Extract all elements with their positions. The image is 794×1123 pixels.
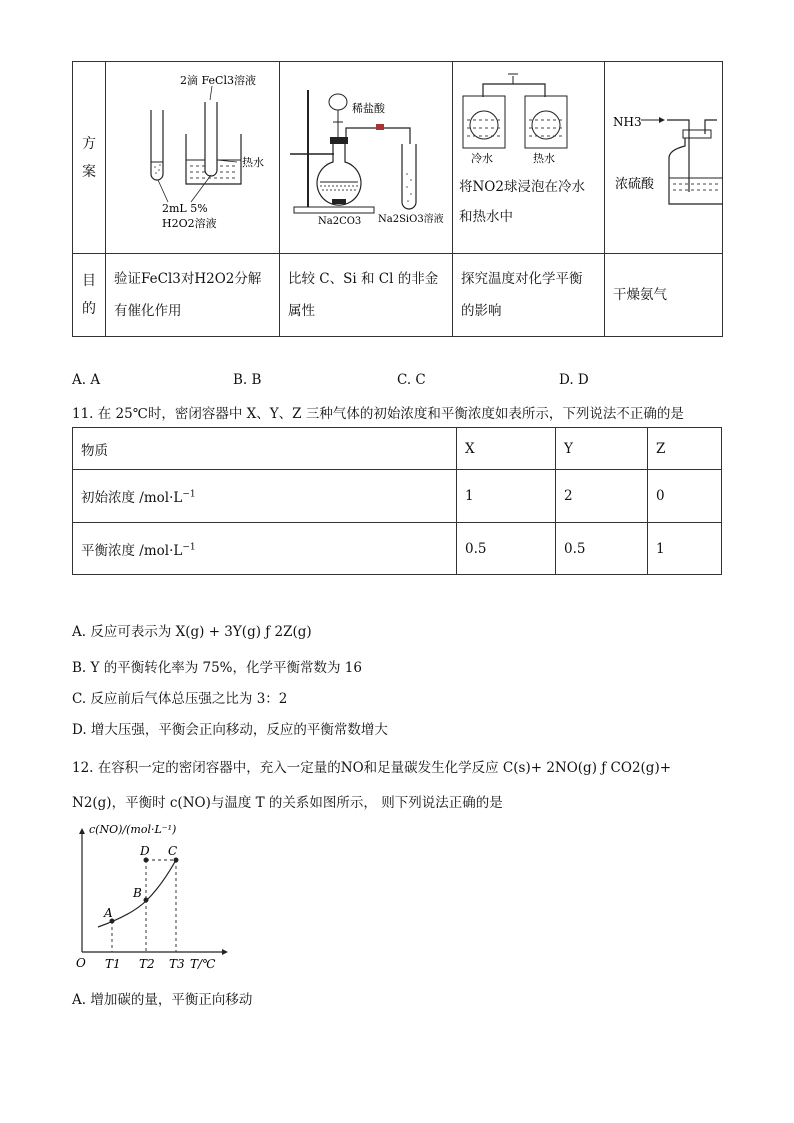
header-z: Z [648,428,722,470]
initial-y: 2 [556,470,648,523]
purpose-c [453,254,605,337]
purpose-a [106,254,280,337]
scheme-c-text-1: 将NO2球浸泡在冷水 [459,179,585,195]
purpose-b-line1: 比较 C、Si 和 Cl 的非金 [288,271,439,287]
graph-y-label: c(NO)/(mol·L⁻¹) [89,823,177,836]
q10-option-d: D. D [559,372,589,388]
label-sulfuric-acid: 浓硫酸 [615,177,655,192]
purpose-c-line1: 探究温度对化学平衡 [461,271,583,287]
scheme-d-cell [605,62,723,254]
scheme-a-diagram [106,62,280,249]
label-h2o2: 2mL 5% [162,202,208,215]
scheme-c-text-2: 和热水中 [459,209,513,225]
label-cold-water: 冷水 [471,152,493,165]
point-a: A [104,906,113,920]
point-b: B [133,886,142,900]
scheme-c-cell [453,62,605,254]
q10-option-a: A. A [72,372,101,388]
label-nh3: NH3 [613,115,642,129]
row-equilibrium-label: 平衡浓度 $/mol\cdot L^{-1}$ [73,523,457,575]
label-hot-water-c: 热水 [533,152,555,165]
purpose-b [280,254,453,337]
q11-option-b: B. Y 的平衡转化率为 75%，化学平衡常数为 16 [72,660,362,676]
tick-t3: T3 [169,957,185,971]
q12-option-a: A. 增加碳的量，平衡正向移动 [72,992,253,1008]
origin-label: O [76,956,86,970]
q10-option-b: B. B [233,372,262,388]
q11-stem: 11. 在 25℃时，密闭容器中 X、Y、Z 三种气体的初始浓度和平衡浓度如表所示，下列说法不正确的是 [72,406,684,422]
tick-t1: T1 [105,957,121,971]
point-c: C [168,844,178,858]
x-axis-label: T/℃ [190,957,216,971]
label-hot-water: 热水 [242,156,264,169]
purpose-c-line2: 的影响 [461,303,502,319]
experiment-table [72,61,723,337]
row-initial-label: 初始浓度 $/mol\cdot L^{-1}$ [73,470,457,523]
eq-x: 0.5 [457,523,556,575]
scheme-b-cell [280,62,453,254]
initial-label-text: 初始浓度 /mol·L [81,490,183,506]
label-h2o2b: H2O2溶液 [162,217,217,230]
header-substance: 物质 [73,428,457,470]
label-hcl: 稀盐酸 [352,102,385,115]
header-y: Y [556,428,648,470]
eq-z: 1 [648,523,722,575]
header-x: X [457,428,556,470]
label-drops: 2滴 FeCl3溶液 [180,74,256,87]
concentration-table [72,427,722,575]
initial-x: 1 [457,470,556,523]
point-d: D [140,844,150,858]
row-header-purpose: 目 的 [73,254,106,337]
scheme-c-diagram [453,62,605,172]
purpose-b-line2: 属性 [288,303,315,319]
label-na2sio3: Na2SiO3溶液 [378,214,444,225]
purpose-d: 干燥氨气 [605,254,723,337]
eq-y: 0.5 [556,523,648,575]
label-na2co3: Na2CO3 [318,216,362,227]
initial-z: 0 [648,470,722,523]
purpose-a-line2: 有催化作用 [114,303,182,319]
equilibrium-label-text: 平衡浓度 /mol·L [81,542,183,559]
q10-option-c: C. C [397,372,426,388]
q12-stem-line1: 12. 在容积一定的密闭容器中，充入一定量的NO和足量碳发生化学反应 C(s)+ 2NO(g) ƒ CO2(g)+ [72,760,672,776]
scheme-a-cell [106,62,280,254]
q11-option-d: D. 增大压强，平衡会正向移动，反应的平衡常数增大 [72,722,388,738]
scheme-b-diagram [280,62,453,249]
row-header-scheme: 方 案 [73,62,106,254]
scheme-d-diagram [605,62,723,249]
q12-graph [72,820,232,975]
q12-stem-line2: N2(g)，平衡时 c(NO)与温度 T 的关系如图所示， 则下列说法正确的是 [72,795,503,811]
tick-t2: T2 [139,957,155,971]
purpose-a-line1: 验证FeCl3对H2O2分解 [114,271,262,287]
q11-option-a: A. 反应可表示为 X(g) + 3Y(g) ƒ 2Z(g) [72,624,312,640]
q11-option-c: C. 反应前后气体总压强之比为 3：2 [72,691,288,707]
